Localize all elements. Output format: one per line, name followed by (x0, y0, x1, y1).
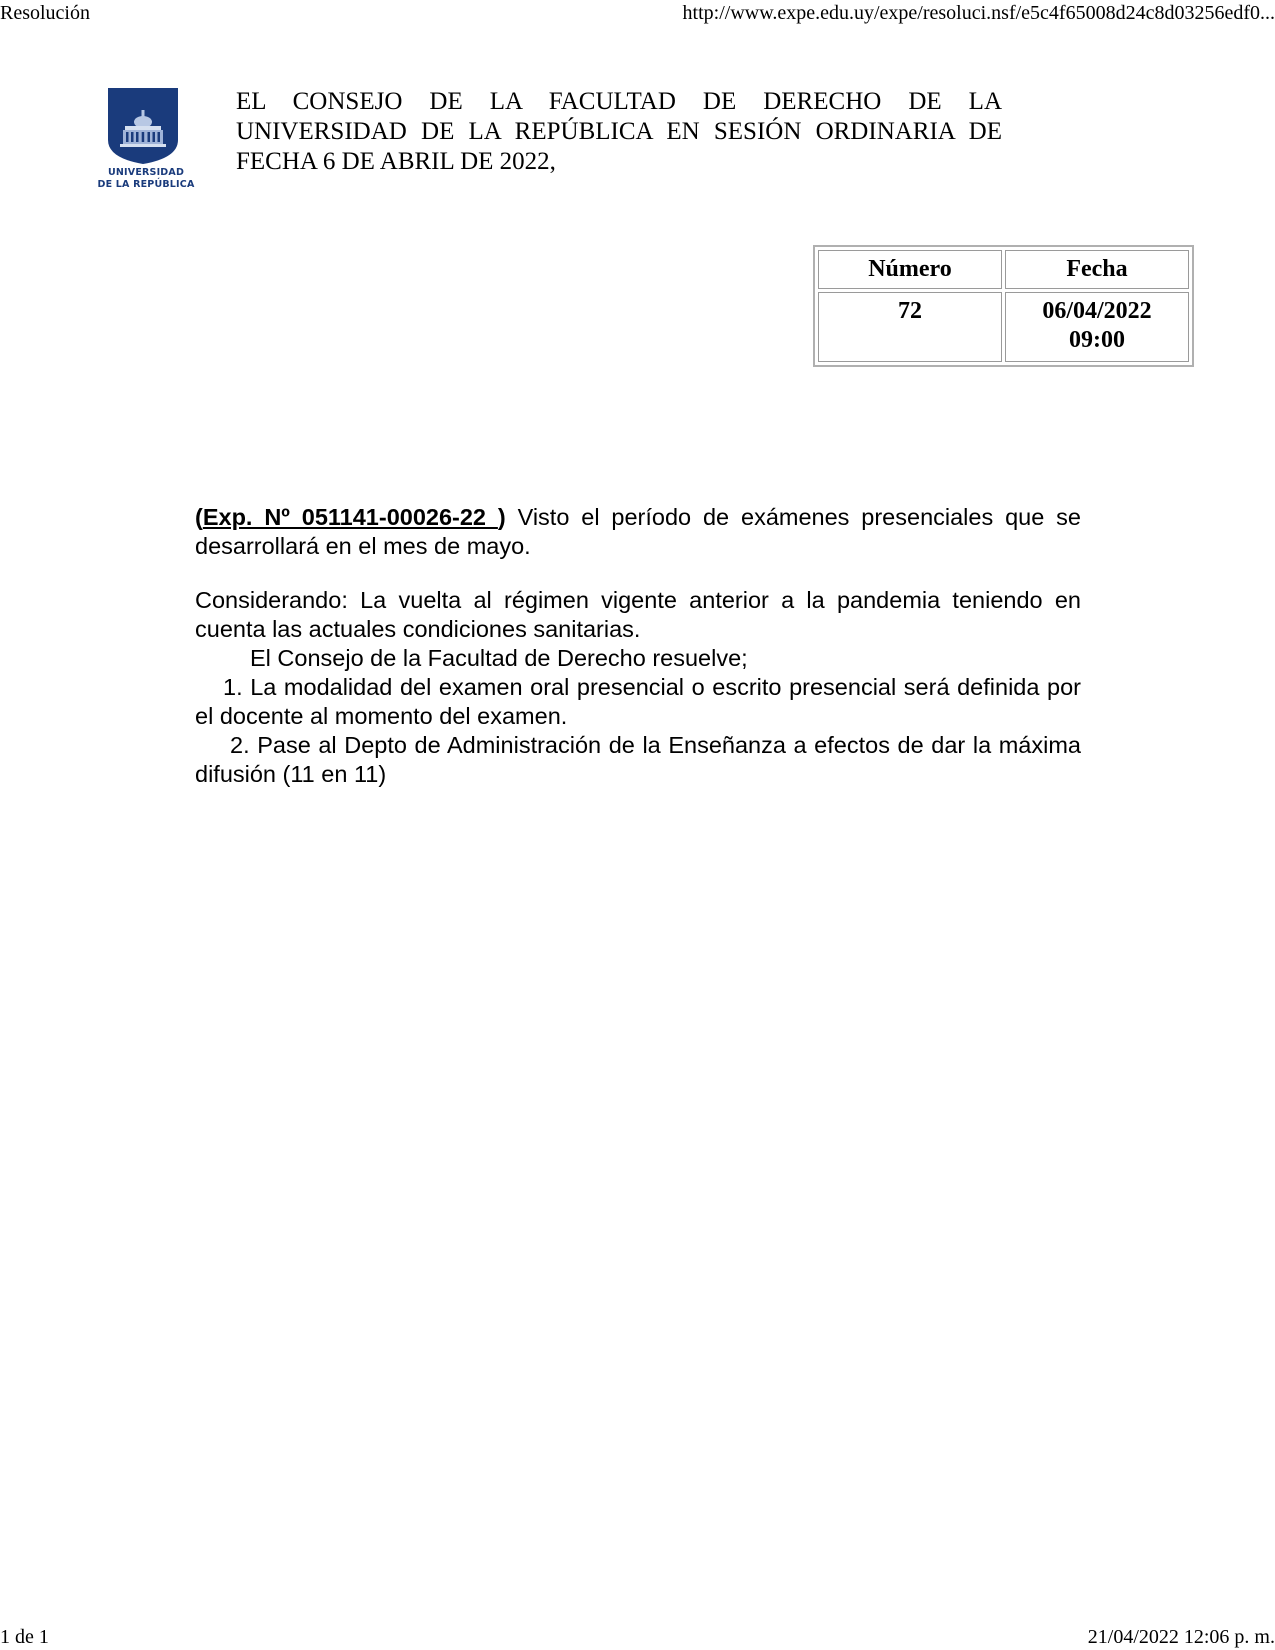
resolution-info-table (813, 245, 1194, 367)
fecha-time: 09:00 (1069, 327, 1125, 353)
resolution-body (195, 503, 1081, 789)
header-fecha: Fecha (1005, 250, 1189, 289)
visto-paragraph (195, 503, 1081, 561)
logo-text-line1: UNIVERSIDAD (107, 167, 185, 178)
exp-reference: (Exp. Nº 051141-00026-22 ) (195, 504, 506, 530)
considerando-paragraph: Considerando: La vuelta al régimen vigente anterior a la pandemia teniendo en cuenta las actuales condiciones sanitarias. (195, 587, 1081, 642)
university-building-icon (108, 88, 178, 164)
resuelve-line: El Consejo de la Facultad de Derecho resuelve; (250, 645, 748, 671)
logo-text-line2: DE LA REPÚBLICA (97, 179, 195, 190)
cell-fecha (1005, 292, 1189, 362)
resolution-item-1: 1. La modalidad del examen oral presencial o escrito presencial será definida por el docente al momento del examen. (195, 674, 1081, 729)
resolution-item-2: 2. Pase al Depto de Administración de la Enseñanza a efectos de dar la máxima difusión (11 en 11) (195, 732, 1081, 787)
council-title: EL CONSEJO DE LA FACULTAD DE DERECHO DE LA UNIVERSIDAD DE LA REPÚBLICA EN SESIÓN ORDINARIA DE FECHA 6 DE ABRIL DE 2022, (236, 88, 1002, 175)
university-logo (96, 88, 196, 192)
fecha-date: 06/04/2022 (1042, 298, 1152, 324)
print-footer-page: 1 de 1 (0, 1626, 49, 1648)
header-numero: Número (818, 250, 1002, 289)
visto-text: Visto el período de exámenes presenciales que se desarrollará en el mes de mayo. (195, 504, 1081, 559)
print-footer-timestamp: 21/04/2022 12:06 p. m. (1087, 1626, 1275, 1648)
cell-numero: 72 (818, 292, 1002, 362)
print-header-title: Resolución (0, 2, 90, 24)
exp-number: Exp. Nº 051141-00026-22 (202, 504, 498, 530)
print-header-url: http://www.expe.edu.uy/expe/resoluci.nsf/e5c4f65008d24c8d03256edf0... (682, 2, 1275, 24)
